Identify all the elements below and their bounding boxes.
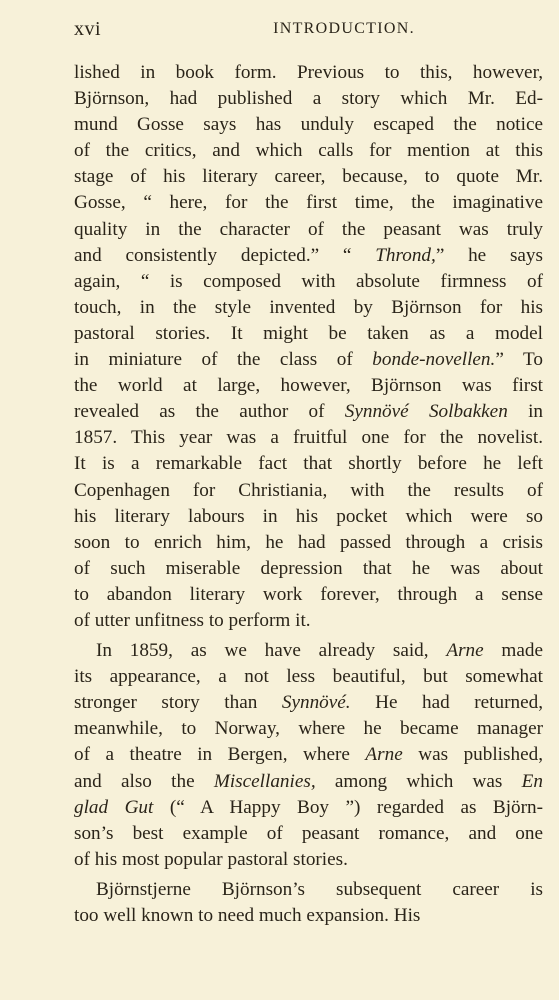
text-line: stage of his literary career, because, to quote Mr. bbox=[74, 166, 543, 188]
text-line: too well known to need much expansion. His bbox=[74, 905, 421, 926]
text-line: pastoral stories. It might be taken as a model bbox=[74, 322, 543, 344]
running-head-title: INTRODUCTION. bbox=[273, 20, 415, 37]
text-line: mund Gosse says has unduly escaped the notice bbox=[74, 114, 543, 136]
italic-title: Arne bbox=[365, 744, 403, 766]
text-line: In 1859, as we have already said, Arne made bbox=[96, 640, 543, 662]
text-line: Copenhagen for Christiania, with the results of bbox=[74, 479, 543, 501]
italic-title: glad Gut bbox=[74, 796, 154, 818]
text-line: his literary labours in his pocket which were so bbox=[74, 505, 543, 527]
text-line: stronger story than Synnövé. He had returned, bbox=[74, 692, 543, 714]
text-line: Björnson, had published a story which Mr. Ed- bbox=[74, 88, 543, 110]
paragraph bbox=[74, 877, 543, 929]
italic-title: Synnövé. bbox=[281, 692, 351, 714]
page-number: xvi bbox=[74, 18, 102, 40]
italic-title: Arne bbox=[446, 640, 484, 662]
text-line: its appearance, a not less beautiful, but somewhat bbox=[74, 666, 543, 688]
italic-title: bonde-novellen. bbox=[372, 349, 496, 371]
italic-title: Miscellanies, bbox=[213, 770, 316, 792]
text-line: touch, in the style invented by Björnson for his bbox=[74, 296, 543, 318]
text-line: son’s best example of peasant romance, and one bbox=[74, 822, 543, 844]
text-line: and consistently depicted.” “ Thrond,” he says bbox=[74, 244, 543, 266]
paragraph bbox=[74, 638, 543, 873]
body-text bbox=[74, 60, 543, 929]
text-line: to abandon literary work forever, through a sense bbox=[74, 583, 543, 605]
text-line: meanwhile, to Norway, where he became manager bbox=[74, 718, 543, 740]
text-line: the world at large, however, Björnson was first bbox=[74, 375, 543, 397]
text-line: of the critics, and which calls for mention at this bbox=[74, 140, 543, 162]
text-line: It is a remarkable fact that shortly before he left bbox=[74, 453, 543, 475]
text-line: lished in book form. Previous to this, however, bbox=[74, 62, 543, 83]
text-line: and also the Miscellanies, among which was En bbox=[74, 770, 543, 792]
text-line: in miniature of the class of bonde-novellen.” To bbox=[74, 349, 543, 371]
text-line: of his most popular pastoral stories. bbox=[74, 848, 348, 870]
text-line: quality in the character of the peasant was truly bbox=[74, 218, 543, 240]
text-line: of utter unfitness to perform it. bbox=[74, 609, 311, 631]
text-line: Björnstjerne Björnson’s subsequent career is bbox=[96, 878, 543, 900]
italic-title: En bbox=[521, 770, 543, 792]
text-line: glad Gut (“ A Happy Boy ”) regarded as Björn- bbox=[74, 796, 543, 818]
text-line: of such miserable depression that he was about bbox=[74, 557, 543, 579]
text-line: of a theatre in Bergen, where Arne was published, bbox=[74, 744, 543, 766]
text-line: 1857. This year was a fruitful one for the novelist. bbox=[74, 427, 543, 449]
italic-title: Thrond, bbox=[375, 244, 436, 266]
text-line: Gosse, “ here, for the first time, the imaginative bbox=[74, 192, 543, 214]
italic-title: Synnövé Solbakken bbox=[344, 401, 508, 423]
paragraph bbox=[74, 60, 543, 634]
text-line: revealed as the author of Synnövé Solbakken in bbox=[74, 401, 543, 423]
text-line: again, “ is composed with absolute firmness of bbox=[74, 270, 543, 292]
text-line: soon to enrich him, he had passed through a crisis bbox=[74, 531, 543, 553]
running-head bbox=[74, 18, 542, 50]
